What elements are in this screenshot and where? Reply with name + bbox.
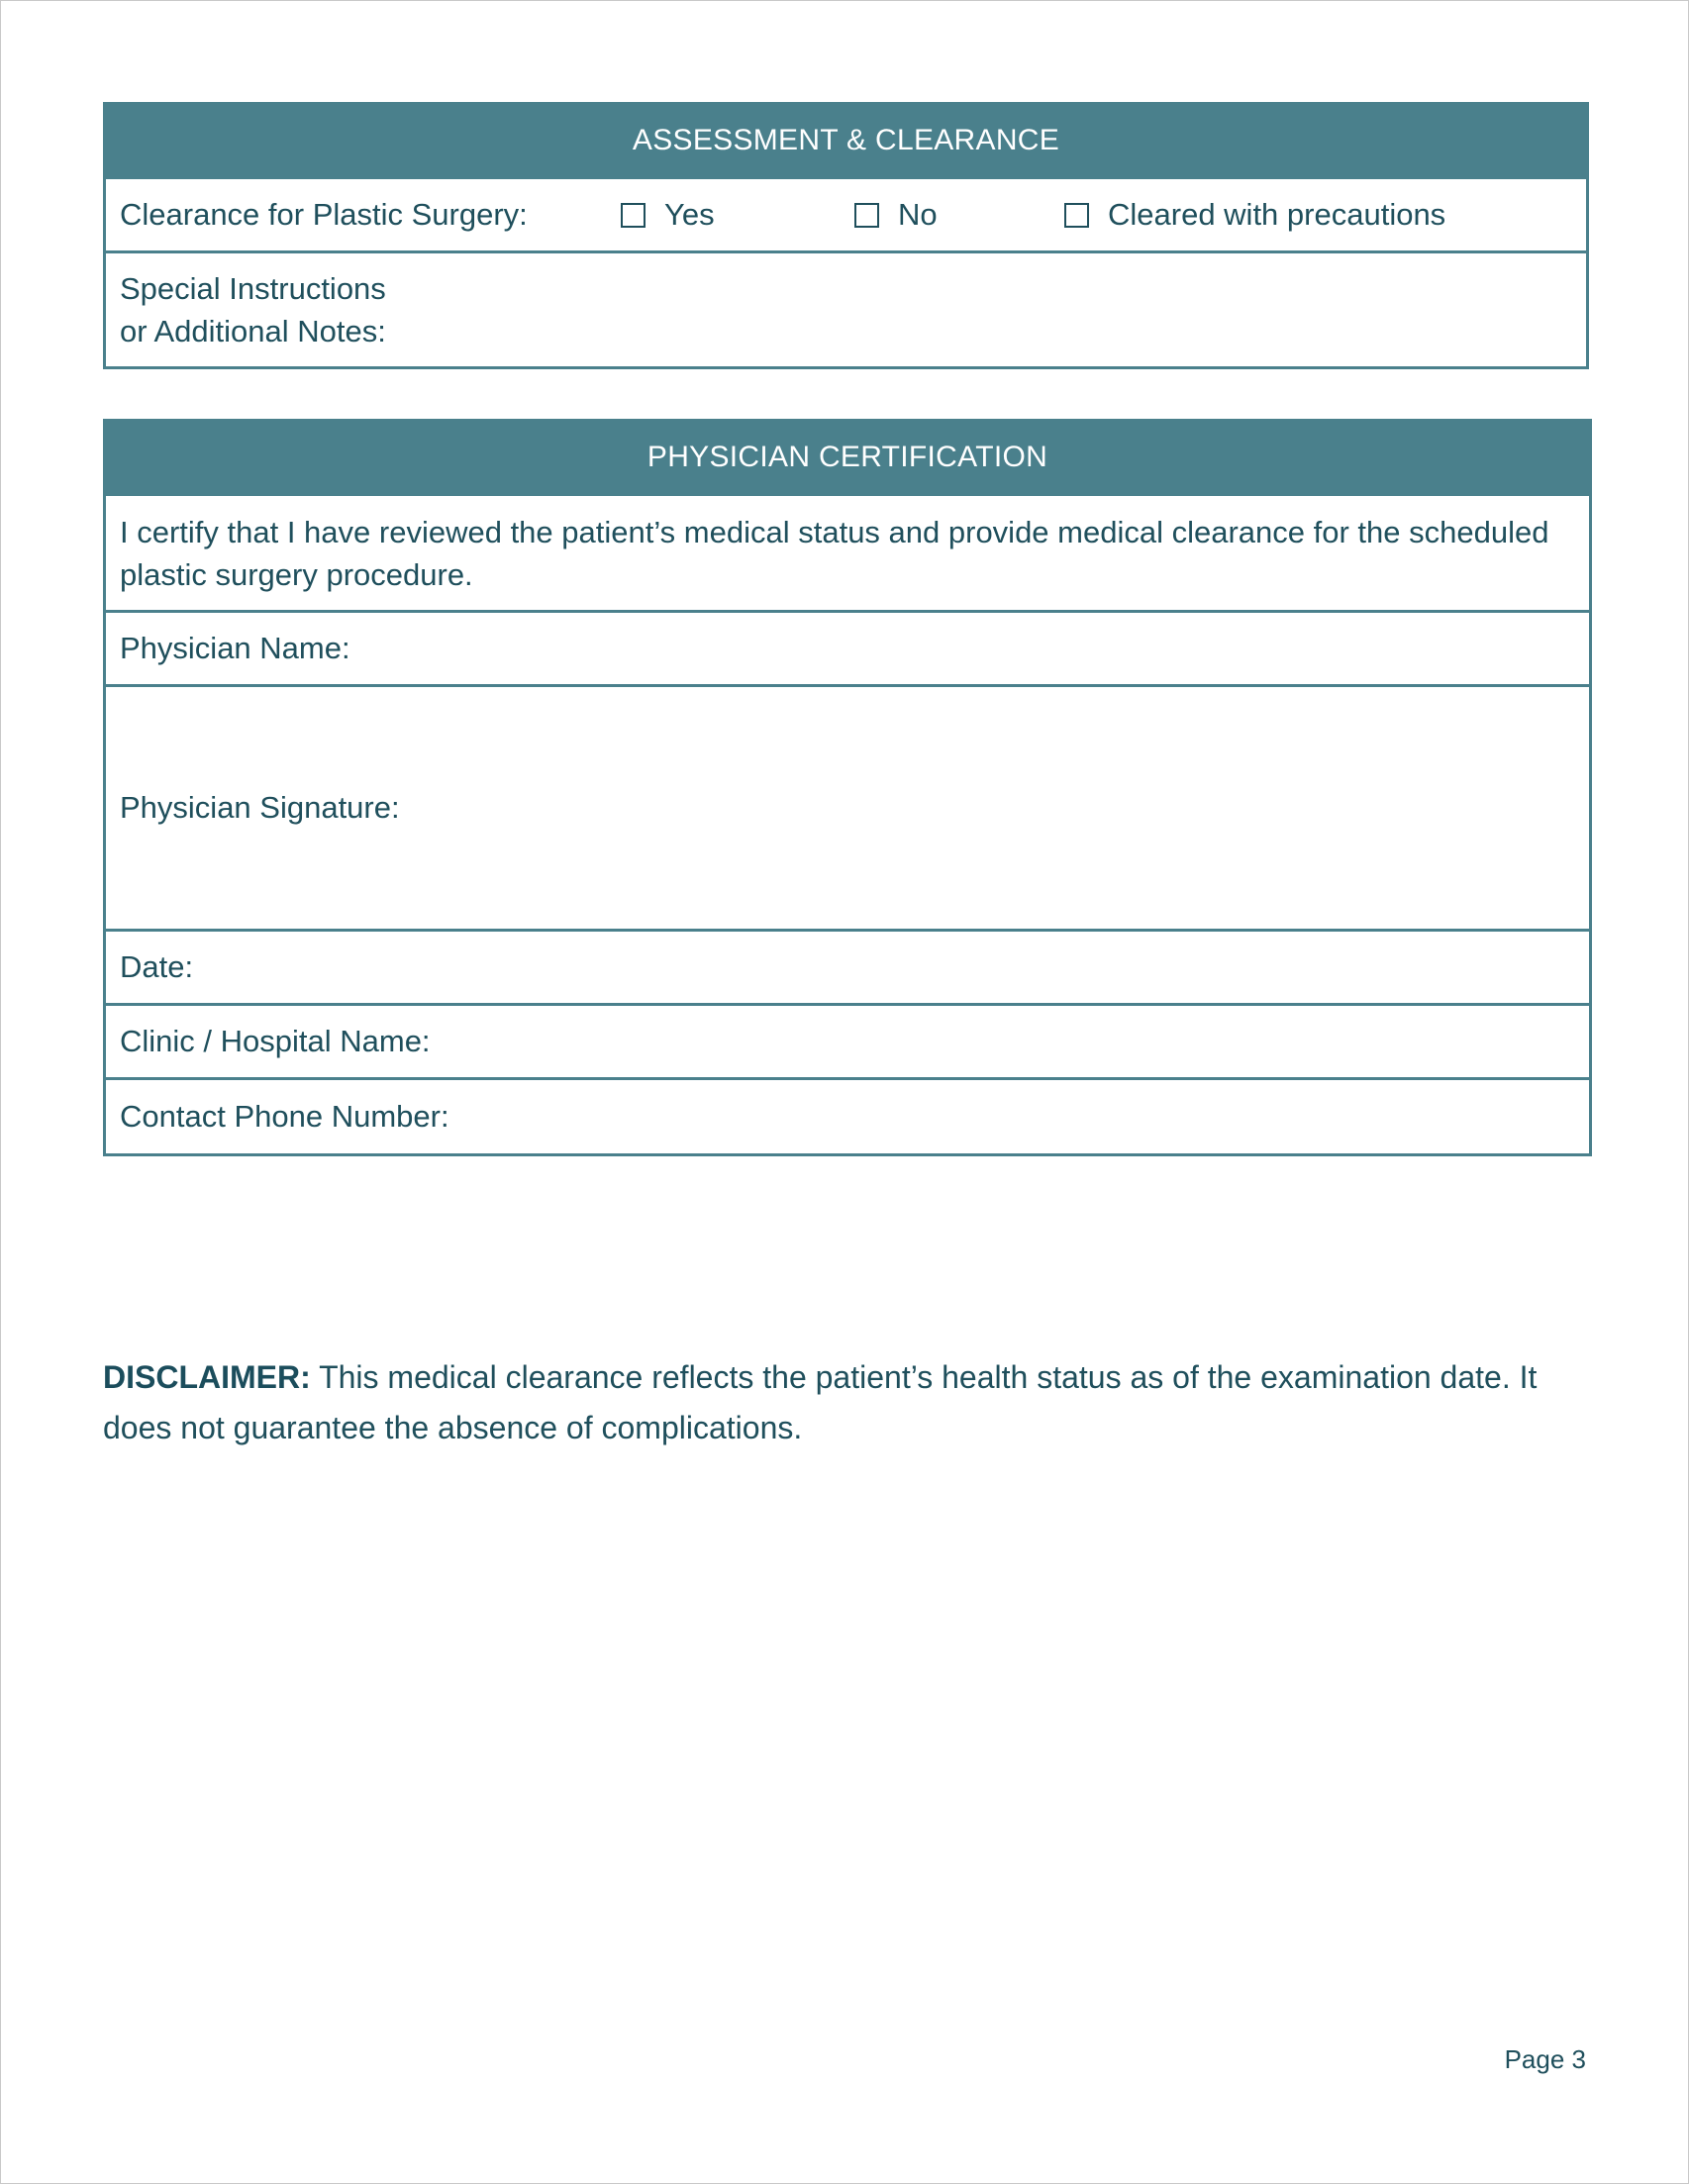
option-precautions-label: Cleared with precautions (1108, 197, 1446, 232)
clinic-row[interactable] (106, 1003, 1589, 1077)
no-checkbox[interactable] (854, 203, 879, 228)
signature-row[interactable] (106, 684, 1589, 929)
physician-name-label: Physician Name: (120, 631, 350, 665)
date-label: Date: (120, 949, 194, 984)
yes-checkbox[interactable] (621, 203, 646, 228)
phone-label: Contact Phone Number: (120, 1099, 449, 1134)
clearance-label: Clearance for Plastic Surgery: (120, 197, 528, 232)
clearance-row (106, 176, 1586, 250)
notes-label-line1: Special Instructions (120, 271, 386, 306)
physician-name-row[interactable] (106, 610, 1589, 684)
signature-label: Physician Signature: (120, 790, 400, 825)
certification-header: PHYSICIAN CERTIFICATION (106, 422, 1589, 493)
phone-row[interactable] (106, 1077, 1589, 1153)
assessment-header: ASSESSMENT & CLEARANCE (106, 105, 1586, 176)
page-number: Page 3 (1504, 2044, 1586, 2074)
notes-row[interactable] (106, 250, 1586, 366)
certification-table (103, 419, 1592, 1156)
option-no[interactable] (854, 197, 938, 233)
statement-row (106, 493, 1589, 610)
option-yes-label: Yes (664, 197, 715, 232)
option-precautions[interactable] (1064, 197, 1445, 233)
disclaimer-title: DISCLAIMER: (103, 1359, 311, 1395)
date-row[interactable] (106, 929, 1589, 1003)
disclaimer-text: This medical clearance reflects the patient’s health status as of the examination date. It does not guarantee the absence of complications. (103, 1359, 1538, 1445)
disclaimer (103, 1352, 1598, 1453)
option-yes[interactable] (621, 197, 715, 233)
notes-label-line2: or Additional Notes: (120, 314, 386, 348)
assessment-table (103, 102, 1589, 369)
precautions-checkbox[interactable] (1064, 203, 1089, 228)
clinic-label: Clinic / Hospital Name: (120, 1024, 431, 1058)
option-no-label: No (898, 197, 938, 232)
certification-statement: I certify that I have reviewed the patient’s medical status and provide medical clearance for the scheduled plastic surgery procedure. (120, 514, 1549, 592)
